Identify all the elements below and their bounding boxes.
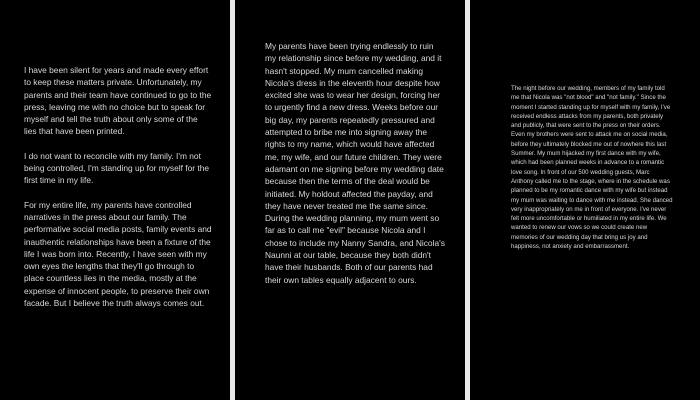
page-3-text xyxy=(470,84,700,251)
statement-page-3 xyxy=(470,0,700,400)
statement-page-2 xyxy=(235,0,465,400)
paragraph: For my entire life, my parents have controlled narratives in the press about our family. The performative social media posts, family events and inauthentic relationships have been a fixture of the life I was born into. Recently, I have seen with my own eyes the lengths that they'll go through to place countless lies in the media, mostly at the expense of innocent people, to preserve their own facade. But I believe the truth always comes out. xyxy=(24,199,212,309)
paragraph: I do not want to reconcile with my family. I'm not being controlled, I'm standing up for myself for the first time in my life. xyxy=(24,150,210,186)
paragraph: My parents have been trying endlessly to ruin my relationship since before my wedding, and it hasn't stopped. My mum cancelled making Nicola's dress in the eleventh hour despite how excited she was to wear her design, forcing her to urgently find a new dress. Weeks before our big day, my parents repeatedly pressured and attempted to bribe me into signing away the rights to my name, which would have affected me, my wife, and our future children. They were adamant on me signing before my wedding date because then the terms of the deal would be initiated. My holdout affected the payday, and they have never treated me the same since. During the wedding planning, my mum went so far as to call me "evil" because Nicola and I chose to include my Nanny Sandra, and Nicola's Naunni at our table, because they both didn't have their husbands. Both of our parents had their own tables equally adjacent to ours. xyxy=(265,41,445,285)
page-1-text xyxy=(0,64,230,321)
paragraph: I have been silent for years and made every effort to keep these matters private. Unfortunately, my parents and their team have continued to go to the press, leaving me with no choice but to speak for myself and tell the truth about only some of the lies that have been printed. xyxy=(24,65,212,137)
paragraph: The night before our wedding, members of my family told me that Nicola was "not blood" and "not family." Since the moment I started standing up for myself with my family, I've received endless attacks from my parents, both privately and publicly, that were sent to the press on their orders. Even my brothers were sent to attack me on social media, before they ultimately blocked me out of nowhere this last Summer. My mum hijacked my first dance with my wife, which had been planned weeks in advance to a romantic love song. In front of our 500 wedding guests, Marc Anthony called me to the stage, where in the schedule was planned to be my romantic dance with my wife but instead my mum was waiting to dance with me instead. She danced very inappropriately on me in front of everyone. I've never felt more uncomfortable or humiliated in my entire life. We wanted to renew our vows so we could create new memories of our wedding day that bring us joy and happiness, not anxiety and embarrassment. xyxy=(511,85,673,251)
page-2-text xyxy=(235,40,465,298)
statement-page-1 xyxy=(0,0,230,400)
